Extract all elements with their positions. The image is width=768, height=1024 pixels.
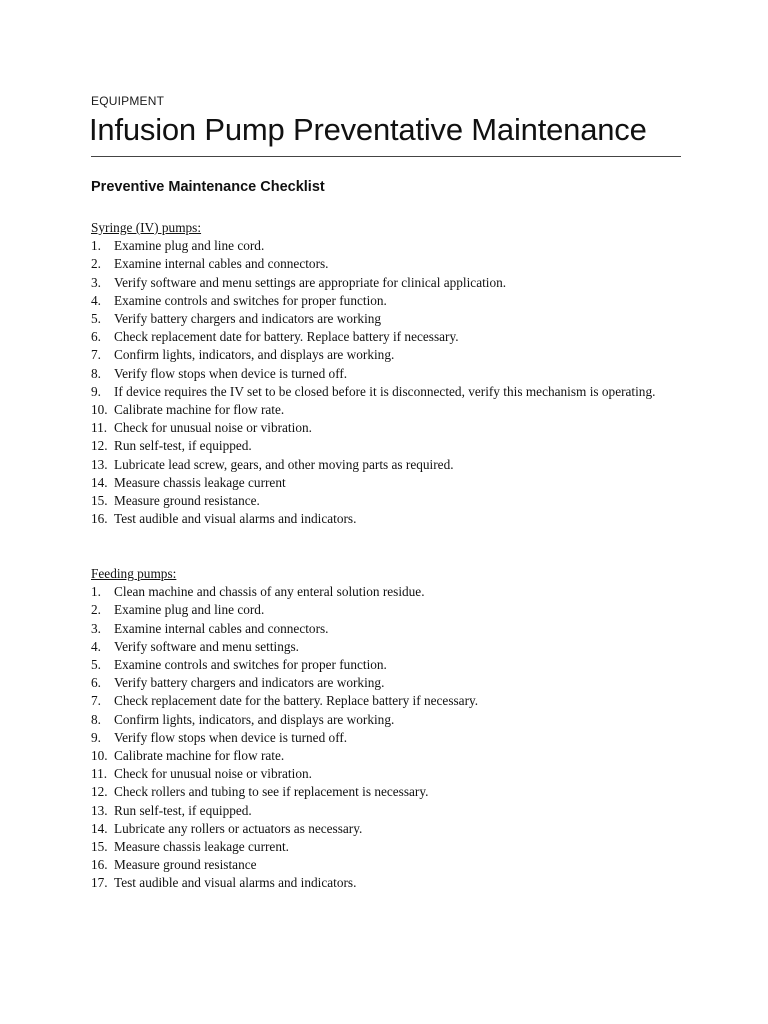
item-text: Confirm lights, indicators, and displays are working. (114, 347, 395, 363)
item-text: Examine plug and line cord. (114, 238, 265, 254)
syringe-pumps-heading: Syringe (IV) pumps: (91, 220, 202, 235)
item-number: 8. (91, 711, 101, 727)
item-text: Verify software and menu settings are appropriate for clinical application. (114, 274, 507, 290)
checklist-item (91, 874, 691, 892)
checklist-item (91, 310, 691, 328)
item-number: 17. (91, 875, 108, 891)
item-number: 6. (91, 675, 101, 691)
title-divider (91, 156, 681, 157)
item-number: 9. (91, 729, 101, 745)
item-text: Clean machine and chassis of any enteral solution residue. (114, 584, 425, 600)
checklist-item (91, 711, 691, 729)
checklist-item (91, 437, 691, 455)
item-number: 13. (91, 456, 108, 472)
item-text: Check for unusual noise or vibration. (114, 766, 312, 782)
checklist-item (91, 401, 691, 419)
checklist-item (91, 638, 691, 656)
checklist-item (91, 583, 691, 601)
item-number: 12. (91, 438, 108, 454)
checklist-item (91, 692, 691, 710)
item-text: Test audible and visual alarms and indicators. (114, 511, 357, 527)
item-text: Measure ground resistance (114, 857, 257, 873)
item-text: Measure chassis leakage current. (114, 839, 289, 855)
item-text: Examine controls and switches for proper function. (114, 657, 387, 672)
item-text: Confirm lights, indicators, and displays are working. (114, 711, 395, 727)
checklist-item (91, 601, 691, 619)
item-text: Verify battery chargers and indicators are working (114, 311, 382, 326)
item-number: 14. (91, 820, 108, 836)
item-text: Check rollers and tubing to see if replacement is necessary. (114, 784, 429, 800)
item-number: 2. (91, 602, 101, 618)
feeding-pumps-heading: Feeding pumps: (91, 566, 177, 581)
item-text: Lubricate lead screw, gears, and other moving parts as required. (114, 456, 454, 472)
page-title: Infusion Pump Preventative Maintenance (89, 112, 647, 147)
item-number: 4. (91, 638, 101, 654)
feeding-pumps-checklist (91, 583, 691, 892)
item-number: 11. (91, 420, 108, 436)
item-number: 7. (91, 693, 101, 709)
item-number: 14. (91, 474, 108, 490)
item-number: 11. (91, 766, 108, 782)
checklist-item (91, 346, 691, 364)
checklist-item (91, 656, 691, 674)
item-number: 15. (91, 839, 108, 855)
item-number: 10. (91, 748, 108, 764)
item-text: Calibrate machine for flow rate. (114, 748, 285, 764)
checklist-item (91, 820, 691, 838)
item-number: 1. (91, 584, 101, 600)
item-text: Test audible and visual alarms and indicators. (114, 875, 357, 891)
item-text: Examine controls and switches for proper function. (114, 292, 387, 308)
item-number: 4. (91, 292, 101, 308)
item-number: 12. (91, 784, 108, 800)
item-number: 3. (91, 274, 101, 290)
item-text: Examine plug and line cord. (114, 602, 265, 618)
checklist-item (91, 838, 691, 856)
item-number: 8. (91, 365, 101, 381)
item-number: 7. (91, 347, 101, 363)
item-text: Measure chassis leakage current (114, 474, 286, 490)
item-text: Verify battery chargers and indicators are working. (114, 675, 385, 691)
feeding-pumps-section (91, 565, 691, 893)
checklist-item (91, 783, 691, 801)
checklist-item (91, 856, 691, 874)
checklist-item (91, 747, 691, 765)
syringe-pumps-section (91, 219, 691, 528)
checklist-item (91, 419, 691, 437)
item-number: 13. (91, 802, 108, 818)
item-number: 10. (91, 402, 108, 418)
checklist-item (91, 456, 691, 474)
item-text: If device requires the IV set to be closed before it is disconnected, verify this mechanism is operating. (114, 383, 656, 399)
category-label: EQUIPMENT (91, 94, 165, 108)
checklist-item (91, 383, 691, 401)
item-text: Measure ground resistance. (114, 493, 260, 509)
checklist-item (91, 365, 691, 383)
item-number: 3. (91, 620, 101, 636)
item-number: 9. (91, 383, 101, 399)
checklist-item (91, 474, 691, 492)
item-number: 5. (91, 657, 101, 672)
item-text: Verify flow stops when device is turned off. (114, 365, 348, 381)
item-text: Check replacement date for the battery. Replace battery if necessary. (114, 693, 479, 709)
checklist-item (91, 292, 691, 310)
item-text: Run self-test, if equipped. (114, 802, 252, 818)
item-text: Examine internal cables and connectors. (114, 256, 329, 272)
checklist-item (91, 729, 691, 747)
item-text: Lubricate any rollers or actuators as necessary. (114, 820, 363, 836)
checklist-item (91, 620, 691, 638)
item-number: 15. (91, 493, 108, 509)
item-text: Check replacement date for battery. Replace battery if necessary. (114, 329, 459, 345)
checklist-item (91, 492, 691, 510)
checklist-item (91, 510, 691, 528)
checklist-item (91, 674, 691, 692)
item-number: 16. (91, 511, 108, 527)
item-number: 2. (91, 256, 101, 272)
item-text: Verify software and menu settings. (114, 638, 300, 654)
item-number: 5. (91, 311, 101, 326)
checklist-item (91, 802, 691, 820)
item-text: Verify flow stops when device is turned off. (114, 729, 348, 745)
item-text: Check for unusual noise or vibration. (114, 420, 312, 436)
item-number: 6. (91, 329, 101, 345)
checklist-item (91, 255, 691, 273)
checklist-title: Preventive Maintenance Checklist (91, 179, 325, 195)
checklist-item (91, 765, 691, 783)
item-number: 1. (91, 238, 101, 254)
item-text: Examine internal cables and connectors. (114, 620, 329, 636)
item-text: Calibrate machine for flow rate. (114, 402, 285, 418)
checklist-item (91, 328, 691, 346)
item-text: Run self-test, if equipped. (114, 438, 252, 454)
checklist-item (91, 274, 691, 292)
item-number: 16. (91, 857, 108, 873)
checklist-item (91, 237, 691, 255)
syringe-pumps-checklist (91, 237, 691, 528)
